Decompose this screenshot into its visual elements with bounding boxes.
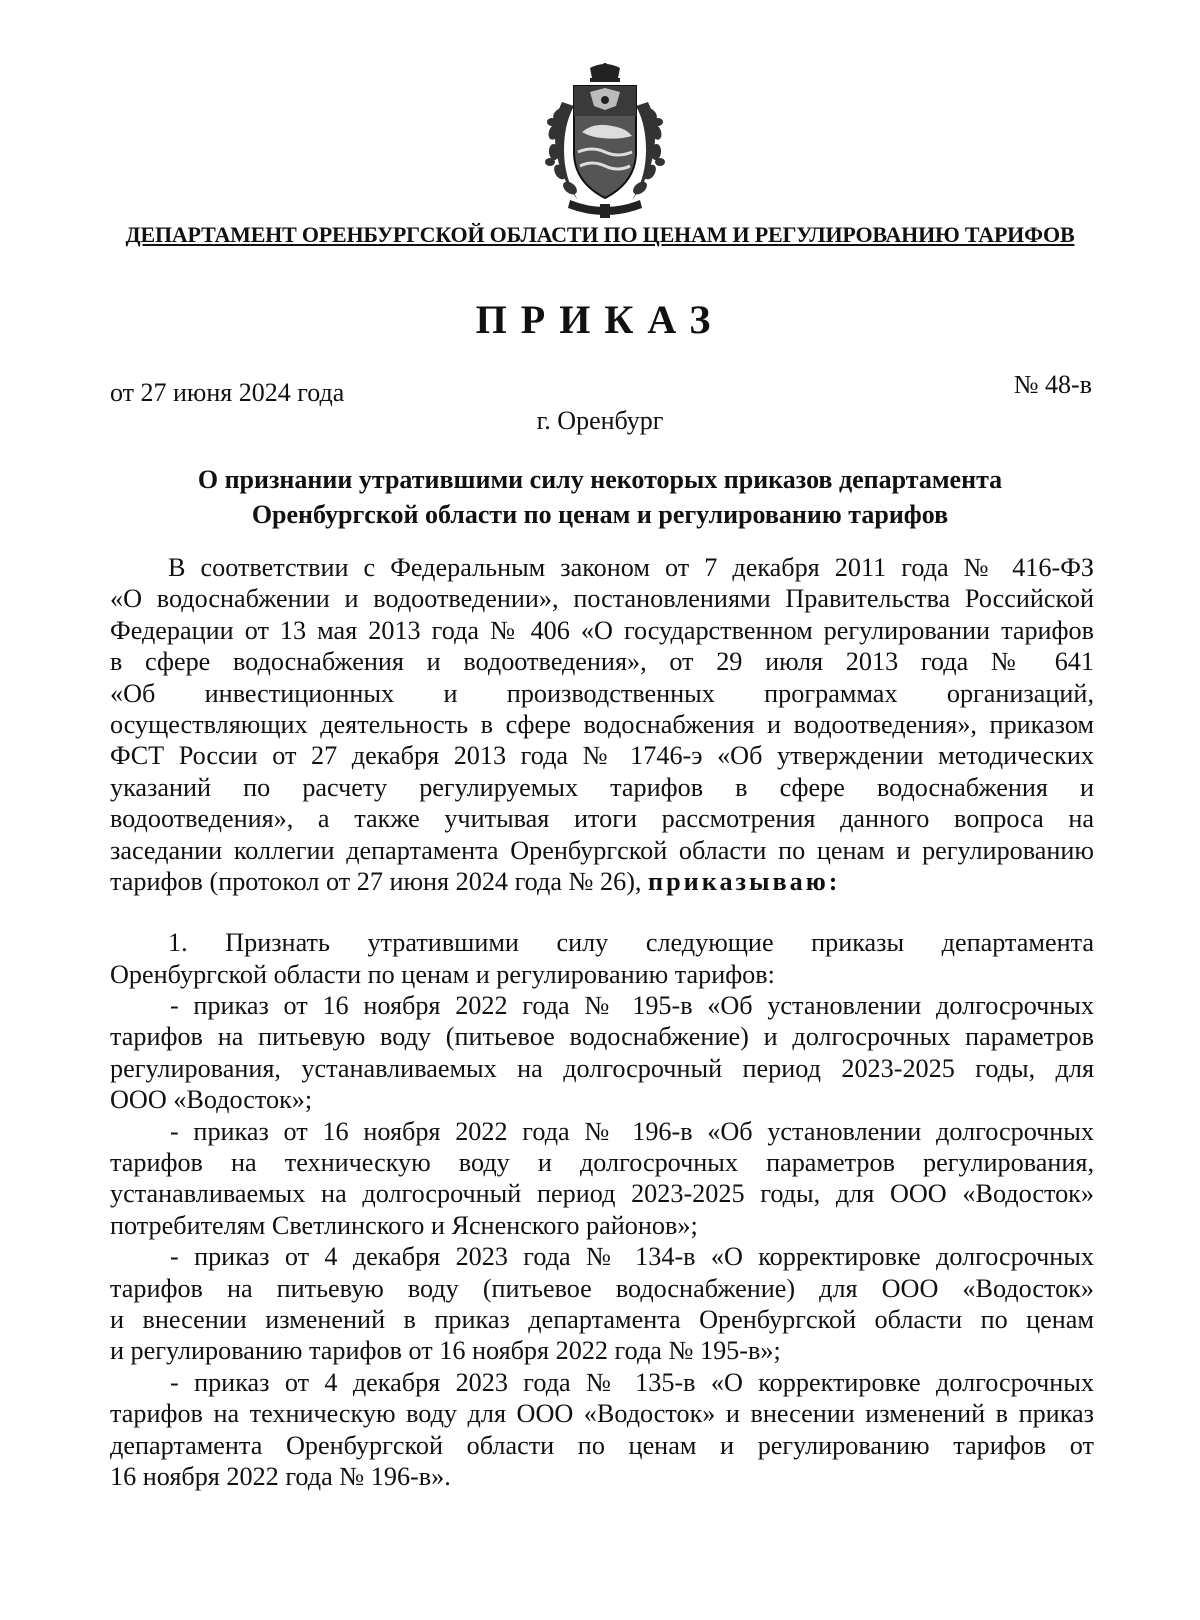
document-city: г. Оренбург <box>536 406 664 435</box>
order-line: тарифов на питьевую воду (питьевое водоснабжение) и долгосрочных параметров <box>110 1022 1094 1052</box>
preamble-line: тарифов (протокол от 27 июня 2024 года № 26), <box>110 866 642 896</box>
preamble-line: осуществляющих деятельность в сфере водоснабжения и водоотведения», приказом <box>110 709 1094 739</box>
order-line: тарифов на техническую воду и долгосрочных параметров регулирования, <box>110 1148 1094 1178</box>
document-type-title: ПРИКАЗ <box>475 297 725 342</box>
preamble-line: заседании коллегии департамента Оренбургской области по ценам и регулированию <box>110 835 1094 865</box>
preamble-line: водоотведения», а также учитывая итоги рассмотрения данного вопроса на <box>110 804 1094 834</box>
order-line: - приказ от 4 декабря 2023 года № 134-в «О корректировке долгосрочных <box>170 1242 1094 1272</box>
order-line: департамента Оренбургской области по ценам и регулированию тарифов от <box>110 1430 1094 1460</box>
preamble-line: указаний по расчету регулируемых тарифов в сфере водоснабжения и <box>110 772 1094 802</box>
preamble-line: «Об инвестиционных и производственных программах организаций, <box>110 678 1094 708</box>
order-line: ООО «Водосток»; <box>110 1085 313 1115</box>
preamble-line: «О водоснабжении и водоотведении», постановлениями Правительства Российской <box>110 584 1094 614</box>
preamble-last-line <box>110 866 1094 897</box>
order-line: 16 ноября 2022 года № 196-в». <box>110 1461 451 1491</box>
preamble-line: в сфере водоснабжения и водоотведения», от 29 июля 2013 года № 641 <box>110 647 1094 677</box>
document-number: № 48-в <box>1013 370 1092 399</box>
department-name: ДЕПАРТАМЕНТ ОРЕНБУРГСКОЙ ОБЛАСТИ ПО ЦЕНАМ И РЕГУЛИРОВАНИЮ ТАРИФОВ <box>125 222 1075 247</box>
preamble-line: В соответствии с Федеральным законом от 7 декабря 2011 года № 416-ФЗ <box>168 553 1094 582</box>
subject-line: Оренбургской области по ценам и регулированию тарифов <box>251 500 949 529</box>
document-subject <box>140 462 1060 532</box>
document-date: от 27 июня 2024 года <box>110 378 345 407</box>
order-line: регулирования, устанавливаемых на долгосрочный период 2023-2025 годы, для <box>110 1053 1094 1083</box>
preamble-line: Федерации от 13 мая 2013 года № 406 «О государственном регулировании тарифов <box>110 615 1094 645</box>
item-line: Оренбургской области по ценам и регулированию тарифов: <box>110 959 775 989</box>
order-line: потребителям Светлинского и Ясненского районов»; <box>110 1210 698 1240</box>
order-line: устанавливаемых на долгосрочный период 2023-2025 годы, для ООО «Водосток» <box>110 1179 1094 1209</box>
order-word: приказываю: <box>648 866 841 896</box>
paragraph-spacer <box>110 897 1094 927</box>
preamble-line: ФСТ России от 27 декабря 2013 года № 1746-э «Об утверждении методических <box>110 741 1094 771</box>
coat-of-arms-icon <box>540 62 670 220</box>
order-line: тарифов на техническую воду для ООО «Водосток» и внесении изменений в приказ <box>110 1399 1094 1429</box>
item-line: 1. Признать утратившими силу следующие приказы департамента <box>168 928 1094 958</box>
order-line: и внесении изменений в приказ департамента Оренбургской области по ценам <box>110 1304 1094 1334</box>
order-line: - приказ от 16 ноября 2022 года № 196-в «Об установлении долгосрочных <box>170 1116 1094 1146</box>
subject-line: О признании утратившими силу некоторых приказов департамента <box>197 465 1003 494</box>
order-line: тарифов на питьевую воду (питьевое водоснабжение) для ООО «Водосток» <box>110 1273 1094 1303</box>
order-line: и регулированию тарифов от 16 ноября 2022 года № 195-в»; <box>110 1336 781 1366</box>
document-body <box>110 552 1094 1492</box>
order-line: - приказ от 16 ноября 2022 года № 195-в «Об установлении долгосрочных <box>170 991 1094 1021</box>
order-line: - приказ от 4 декабря 2023 года № 135-в «О корректировке долгосрочных <box>170 1367 1094 1397</box>
